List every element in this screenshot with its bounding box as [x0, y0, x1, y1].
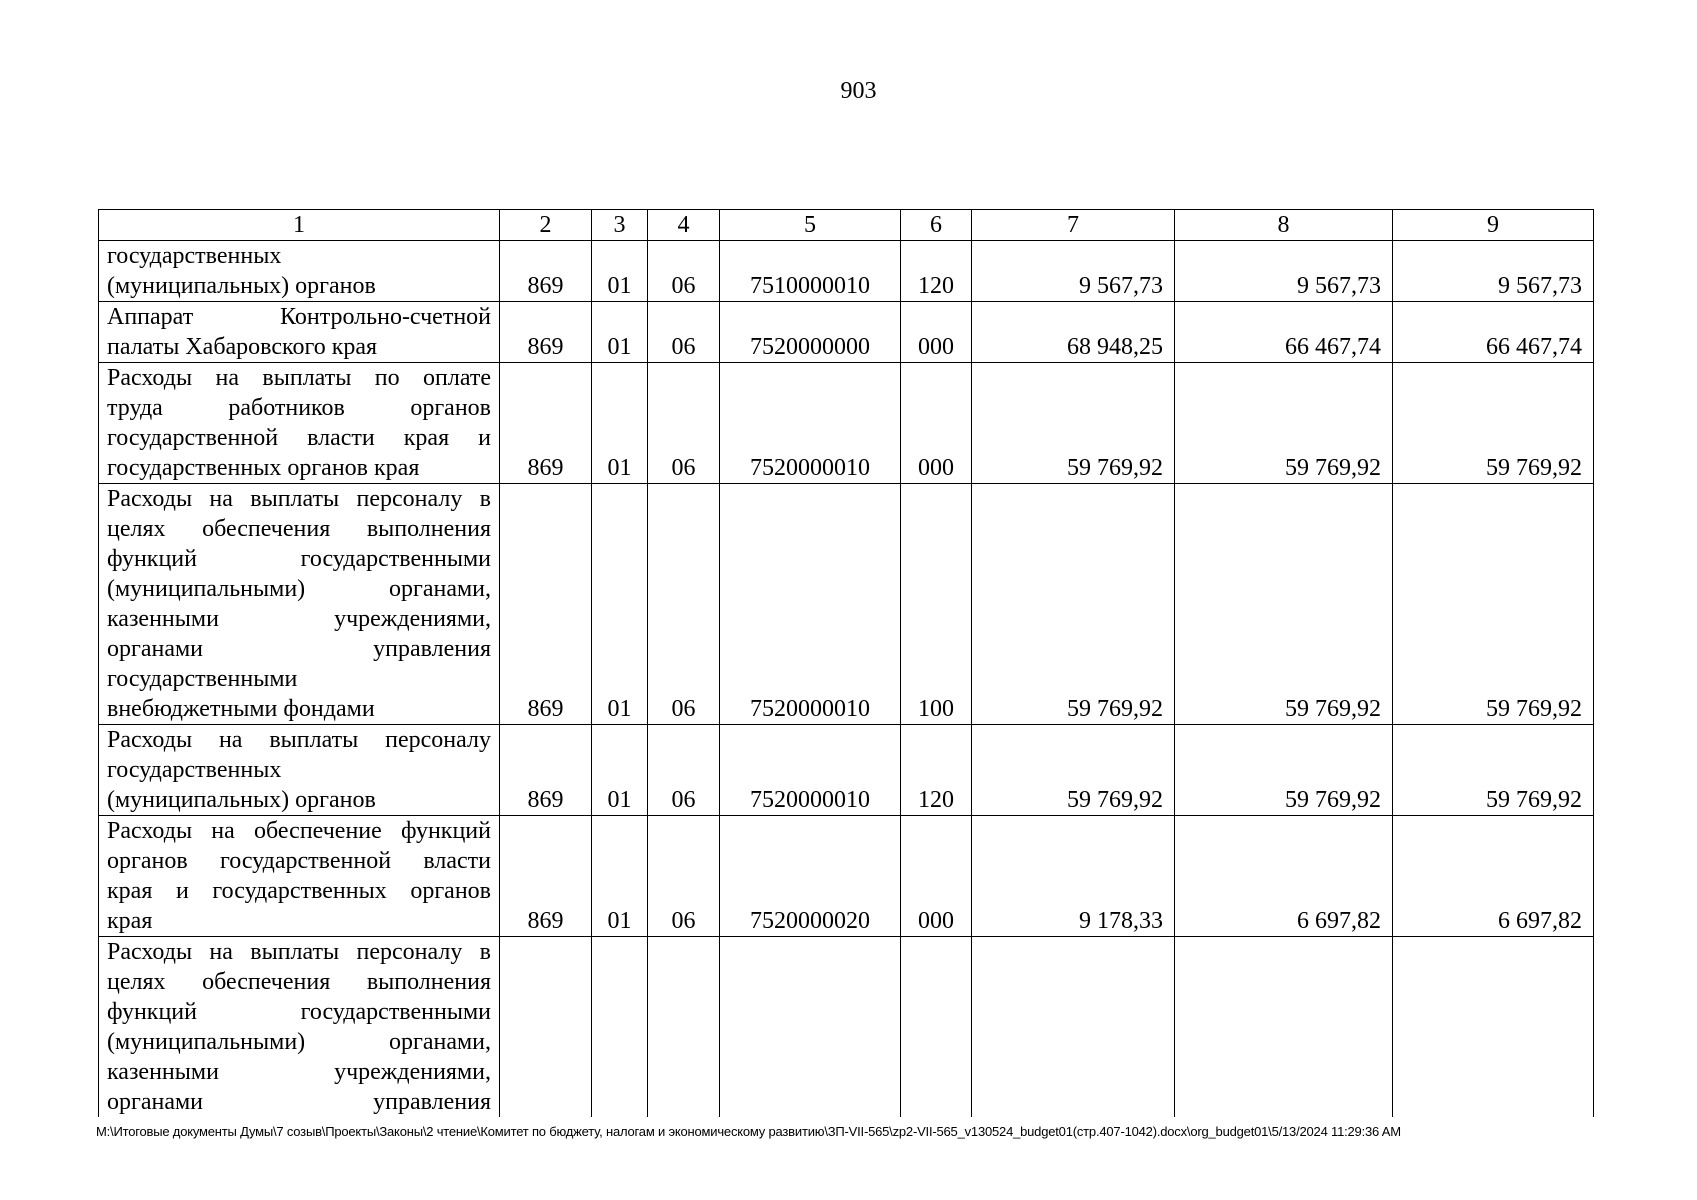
subsection-code: 06 [648, 363, 720, 484]
amount-col-9: 6 697,82 [1393, 816, 1594, 937]
amount-col-9 [1393, 937, 1594, 1118]
section-code: 01 [592, 241, 648, 302]
row-description [99, 302, 500, 363]
table-row [99, 484, 1594, 725]
amount-col-7 [972, 937, 1175, 1118]
row-description [99, 363, 500, 484]
section-code: 01 [592, 302, 648, 363]
table-row [99, 816, 1594, 937]
amount-col-9: 59 769,92 [1393, 363, 1594, 484]
table-row [99, 302, 1594, 363]
target-article-code: 7520000020 [720, 816, 901, 937]
section-code: 01 [592, 725, 648, 816]
expense-type-code: 000 [901, 816, 972, 937]
description-line: края и государственных органов [107, 878, 491, 904]
description-line: органами управления [107, 1089, 491, 1115]
amount-col-8: 9 567,73 [1175, 241, 1393, 302]
amount-col-7: 9 178,33 [972, 816, 1175, 937]
table-header-row [99, 210, 1594, 241]
table-row [99, 241, 1594, 302]
subsection-code: 06 [648, 241, 720, 302]
description-line: внебюджетными фондами [107, 696, 375, 722]
amount-col-9: 59 769,92 [1393, 725, 1594, 816]
description-line: труда работников органов [107, 395, 491, 421]
description-line: казенными учреждениями, [107, 606, 491, 632]
description-line: казенными учреждениями, [107, 1059, 491, 1085]
rz-code: 869 [500, 816, 592, 937]
section-code: 01 [592, 484, 648, 725]
description-line: Расходы на обеспечение функций [107, 818, 491, 844]
description-line: государственными [107, 666, 298, 692]
row-description [99, 937, 500, 1118]
description-line: (муниципальными) органами, [107, 576, 491, 602]
description-line: (муниципальных) органов [107, 273, 376, 299]
table-row [99, 363, 1594, 484]
page-number: 903 [840, 78, 877, 104]
row-description [99, 816, 500, 937]
amount-col-8: 6 697,82 [1175, 816, 1393, 937]
amount-col-9: 66 467,74 [1393, 302, 1594, 363]
subsection-code [648, 937, 720, 1118]
description-line: функций государственными [107, 999, 491, 1025]
description-line: государственных [107, 757, 282, 783]
target-article-code: 7520000000 [720, 302, 901, 363]
amount-col-8: 59 769,92 [1175, 484, 1393, 725]
column-header-5: 5 [720, 210, 901, 241]
description-line: целях обеспечения выполнения [107, 969, 491, 995]
row-description [99, 484, 500, 725]
column-header-9: 9 [1393, 210, 1594, 241]
amount-col-7: 59 769,92 [972, 484, 1175, 725]
expense-type-code: 000 [901, 363, 972, 484]
description-line: (муниципальных) органов [107, 787, 376, 813]
description-line: государственной власти края и [107, 425, 491, 451]
description-line: Аппарат Контрольно-счетной [107, 304, 491, 330]
description-line: Расходы на выплаты персоналу [107, 727, 491, 753]
column-header-2: 2 [500, 210, 592, 241]
budget-table [98, 209, 1594, 1117]
subsection-code: 06 [648, 484, 720, 725]
subsection-code: 06 [648, 725, 720, 816]
amount-col-8 [1175, 937, 1393, 1118]
rz-code: 869 [500, 484, 592, 725]
expense-type-code: 000 [901, 302, 972, 363]
target-article-code: 7520000010 [720, 484, 901, 725]
expense-type-code: 120 [901, 725, 972, 816]
row-description [99, 725, 500, 816]
amount-col-7: 59 769,92 [972, 363, 1175, 484]
rz-code: 869 [500, 363, 592, 484]
rz-code [500, 937, 592, 1118]
amount-col-9: 59 769,92 [1393, 484, 1594, 725]
description-line: государственных органов края [107, 455, 420, 481]
column-header-3: 3 [592, 210, 648, 241]
column-header-8: 8 [1175, 210, 1393, 241]
amount-col-7: 68 948,25 [972, 302, 1175, 363]
amount-col-8: 59 769,92 [1175, 363, 1393, 484]
amount-col-8: 66 467,74 [1175, 302, 1393, 363]
description-line: (муниципальными) органами, [107, 1029, 491, 1055]
row-description [99, 241, 500, 302]
amount-col-9: 9 567,73 [1393, 241, 1594, 302]
column-header-6: 6 [901, 210, 972, 241]
description-line: палаты Хабаровского края [107, 334, 378, 360]
expense-type-code: 100 [901, 484, 972, 725]
description-line: целях обеспечения выполнения [107, 516, 491, 542]
amount-col-7: 9 567,73 [972, 241, 1175, 302]
target-article-code: 7520000010 [720, 725, 901, 816]
subsection-code: 06 [648, 816, 720, 937]
document-path-footer: M:\Итоговые документы Думы\7 созыв\Проекты\Законы\2 чтение\Комитет по бюджету, налогам и экономическому развитию\ЗП-VII-565\zp2-VII-565_v130524_budget01(стр.407-1042).docx\org_budget01\5/13/2024 11:29:36 AM [96, 1124, 1401, 1139]
section-code: 01 [592, 363, 648, 484]
description-line: Расходы на выплаты персоналу в [107, 486, 491, 512]
subsection-code: 06 [648, 302, 720, 363]
rz-code: 869 [500, 725, 592, 816]
table-row [99, 937, 1594, 1118]
amount-col-7: 59 769,92 [972, 725, 1175, 816]
target-article-code [720, 937, 901, 1118]
rz-code: 869 [500, 241, 592, 302]
description-line: государственных [107, 243, 282, 269]
description-line: органами управления [107, 636, 491, 662]
section-code [592, 937, 648, 1118]
description-line: органов государственной власти [107, 848, 491, 874]
description-line: Расходы на выплаты по оплате [107, 365, 491, 391]
amount-col-8: 59 769,92 [1175, 725, 1393, 816]
column-header-4: 4 [648, 210, 720, 241]
expense-type-code [901, 937, 972, 1118]
column-header-1: 1 [99, 210, 500, 241]
description-line: функций государственными [107, 546, 491, 572]
target-article-code: 7520000010 [720, 363, 901, 484]
section-code: 01 [592, 816, 648, 937]
target-article-code: 7510000010 [720, 241, 901, 302]
expense-type-code: 120 [901, 241, 972, 302]
description-line: края [107, 908, 153, 934]
description-line: Расходы на выплаты персоналу в [107, 939, 491, 965]
column-header-7: 7 [972, 210, 1175, 241]
rz-code: 869 [500, 302, 592, 363]
table-row [99, 725, 1594, 816]
